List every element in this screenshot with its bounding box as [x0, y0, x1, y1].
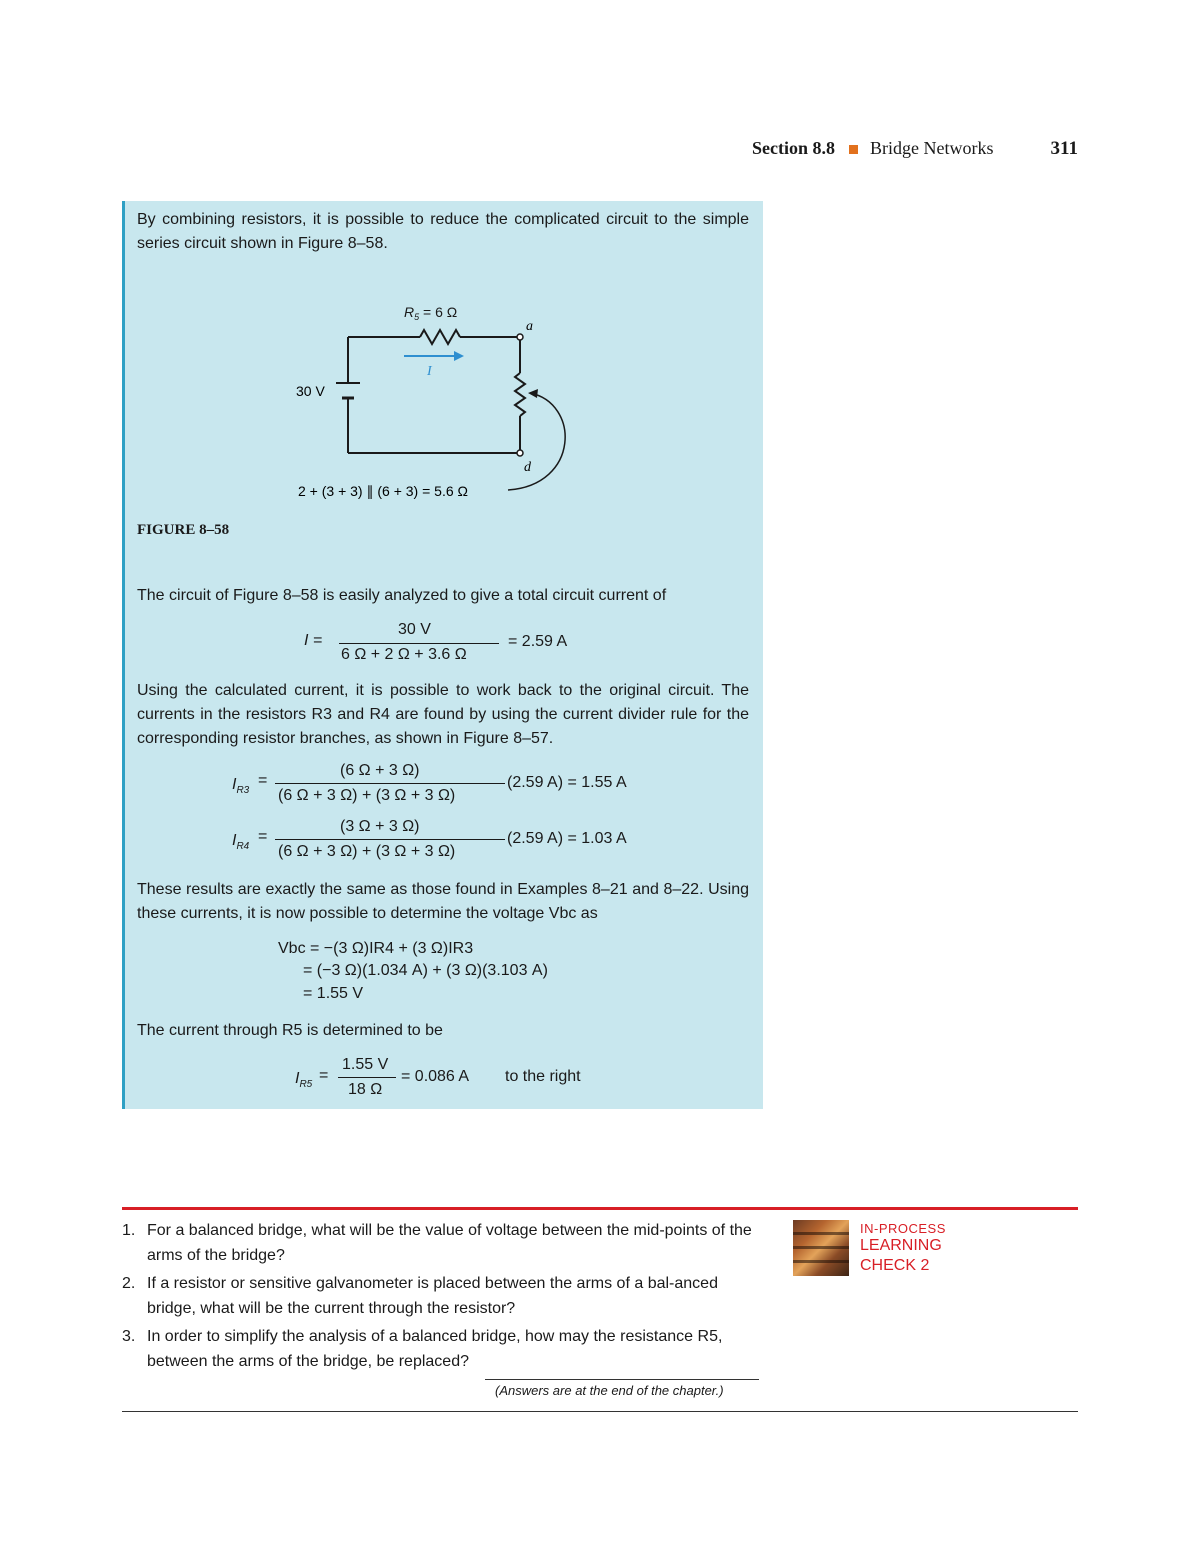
terminal-d — [517, 450, 523, 456]
terminal-a — [517, 334, 523, 340]
question-2 — [122, 1271, 762, 1321]
figure-caption: FIGURE 8–58 — [137, 522, 230, 538]
resistor-r5 — [420, 330, 460, 344]
eq-vbc-line2: = (−3 Ω)(1.034 A) + (3 Ω)(3.103 A) — [303, 962, 548, 979]
header-square-icon — [849, 145, 858, 154]
battery-symbol — [336, 383, 360, 398]
eq-ir3-lhs: $I_{R3}$ — [232, 776, 250, 797]
question-number: 2. — [122, 1275, 136, 1292]
eq-ir5-den: 18 Ω — [348, 1081, 383, 1098]
eq-ir4-rhs: (2.59 A) = 1.03 A — [507, 830, 627, 847]
resistor-equivalent — [515, 373, 525, 416]
eq-vbc-line3: = 1.55 V — [303, 985, 364, 1002]
learning-check-image — [793, 1220, 849, 1276]
eq-total-num: 30 V — [398, 621, 431, 638]
paragraph-ir5: The current through R5 is determined to be — [137, 1022, 443, 1039]
learning-check-bottom-rule — [122, 1411, 1078, 1412]
source-label: 30 V — [296, 383, 325, 399]
paragraph-current-divider: Using the calculated current, it is possible to work back to the original circuit. The currents in the resistors R3 and R4 are found by using the current divider rule for the corresponding resistor branches, as shown in Figure 8–57. — [137, 682, 749, 747]
eq-ir3-den: (6 Ω + 3 Ω) + (3 Ω + 3 Ω) — [278, 787, 456, 804]
current-arrow — [404, 351, 464, 361]
circuit-figure-8-58 — [280, 295, 580, 510]
node-d-label: d — [524, 460, 531, 475]
learning-check-top-rule — [122, 1207, 1078, 1210]
answers-rule — [485, 1379, 759, 1380]
eq-ir3-fraction-bar — [275, 783, 505, 784]
learning-check-line1: IN-PROCESS — [860, 1221, 946, 1236]
r5-label: $R_5 = 6$ Ω — [404, 304, 458, 322]
eq-ir5-num: 1.55 V — [342, 1056, 389, 1073]
learning-check-line3: CHECK 2 — [860, 1257, 930, 1274]
question-text: In order to simplify the analysis of a balanced bridge, how may the resistance R5, between the arms of the bridge, be replaced? — [147, 1328, 723, 1370]
question-text: For a balanced bridge, what will be the value of voltage between the mid-points of the arms of the bridge? — [147, 1222, 752, 1264]
callout-arrowhead — [528, 389, 538, 398]
equivalent-label: 2 + (3 + 3) ∥ (6 + 3) = 5.6 Ω — [298, 483, 468, 499]
learning-check-label — [860, 1221, 946, 1276]
eq-ir5-fraction-bar — [338, 1077, 396, 1078]
eq-ir5-rhs: = 0.086 A — [401, 1068, 470, 1085]
running-header — [752, 138, 1078, 164]
eq-ir4-den: (6 Ω + 3 Ω) + (3 Ω + 3 Ω) — [278, 843, 456, 860]
question-1 — [122, 1218, 762, 1268]
paragraph-vbc: These results are exactly the same as those found in Examples 8–21 and 8–22. Using these currents, it is now possible to determine the voltage Vbc as — [137, 881, 749, 922]
node-a-label: a — [526, 319, 533, 334]
answers-note: (Answers are at the end of the chapter.) — [495, 1383, 724, 1398]
eq-total-rhs: = 2.59 A — [508, 633, 568, 650]
section-number: Section 8.8 — [752, 138, 835, 158]
eq-total-fraction-bar — [339, 643, 499, 644]
eq-ir4-num: (3 Ω + 3 Ω) — [340, 818, 420, 835]
eq-ir3-rhs: (2.59 A) = 1.55 A — [507, 774, 627, 791]
page-number: 311 — [1050, 138, 1078, 159]
eq-ir4-fraction-bar — [275, 839, 505, 840]
question-number: 3. — [122, 1328, 136, 1345]
callout-curve — [508, 393, 565, 490]
intro-paragraph: By combining resistors, it is possible to reduce the complicated circuit to the simple series circuit shown in Figure 8–58. — [137, 211, 749, 252]
eq-total-den: 6 Ω + 2 Ω + 3.6 Ω — [341, 646, 467, 663]
eq-vbc-line1: Vbc = −(3 Ω)IR4 + (3 Ω)IR3 — [278, 940, 474, 957]
section-title: Bridge Networks — [870, 138, 994, 158]
eq-ir4-equals: = — [258, 828, 268, 845]
eq-ir3-equals: = — [258, 772, 268, 789]
eq-ir5-lhs: $I_{R5}$ — [295, 1070, 313, 1091]
eq-ir5-equals: = — [319, 1067, 329, 1084]
question-3 — [122, 1324, 762, 1374]
current-label: I — [427, 364, 432, 379]
eq-ir4-lhs: $I_{R4}$ — [232, 832, 250, 853]
question-text: If a resistor or sensitive galvanometer is placed between the arms of a bal-anced bridge, what will be the current through the resistor? — [147, 1275, 718, 1317]
eq-ir3-num: (6 Ω + 3 Ω) — [340, 762, 420, 779]
question-number: 1. — [122, 1222, 136, 1239]
eq-total-lhs: I = — [304, 632, 323, 649]
paragraph-total-current: The circuit of Figure 8–58 is easily analyzed to give a total circuit current of — [137, 587, 667, 604]
eq-ir5-note: to the right — [505, 1068, 581, 1085]
learning-check-line2: LEARNING — [860, 1237, 942, 1254]
